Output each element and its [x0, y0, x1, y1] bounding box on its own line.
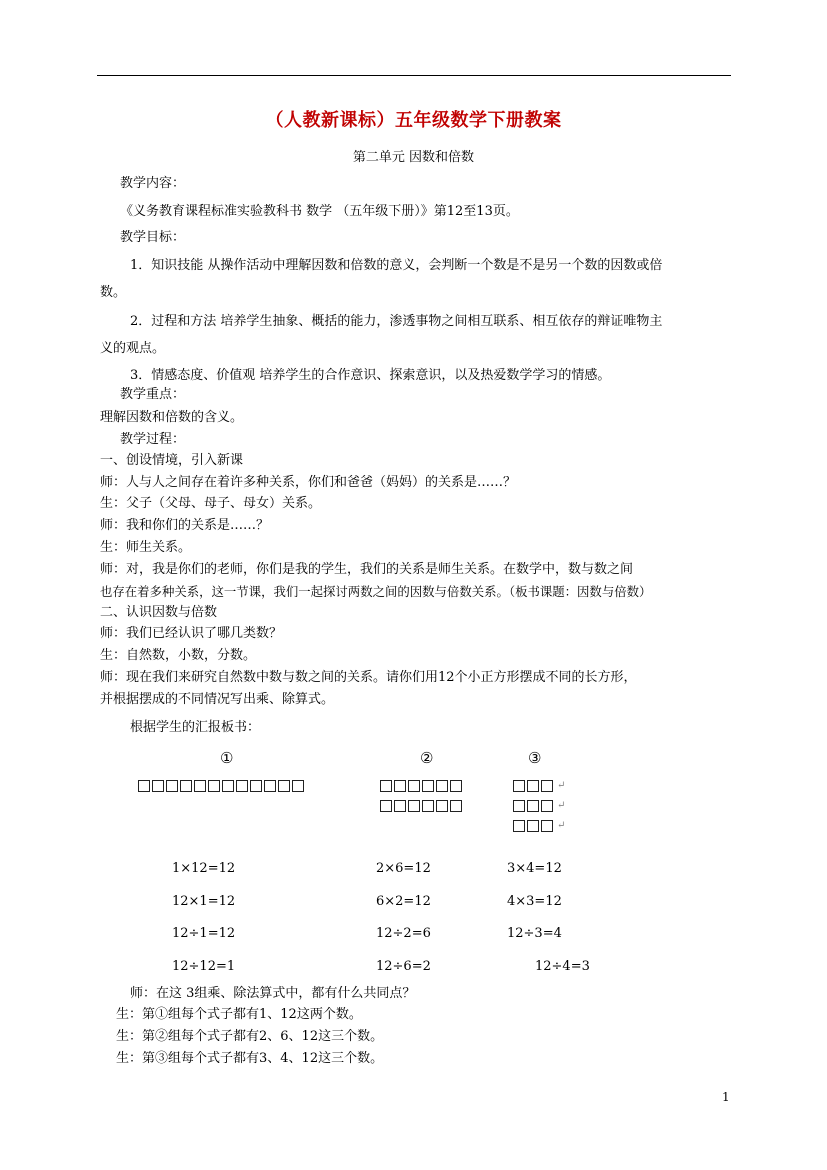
unit-square	[380, 780, 392, 792]
equation: 12÷4=3	[535, 959, 590, 974]
equation: 12÷3=4	[507, 926, 562, 941]
unit-square	[208, 780, 220, 792]
paragraph-line: 生：师生关系。	[100, 540, 192, 555]
paragraph-mark-icon: ↵	[557, 800, 566, 811]
equation: 1×12=12	[172, 861, 236, 876]
paragraph-line: 师：现在我们来研究自然数中数与数之间的关系。请你们用12个小正方形摆成不同的长方形，	[100, 670, 637, 685]
group-1-label: ①	[220, 749, 234, 767]
equation: 4×3=12	[507, 894, 562, 909]
paragraph-line: 一、创设情境，引入新课	[100, 453, 244, 468]
unit-square	[450, 800, 462, 812]
paragraph-line: 生：第①组每个式子都有1、12这两个数。	[116, 1007, 362, 1022]
equation: 12÷6=2	[376, 959, 431, 974]
equation: 12÷12=1	[172, 959, 236, 974]
square-row	[380, 800, 462, 812]
paragraph-line: 也存在着多种关系，这一节课，我们一起探讨两数之间的因数与倍数关系。（板书课题：因数与倍数）	[100, 584, 652, 599]
unit-square	[180, 780, 192, 792]
unit-square	[513, 820, 525, 832]
paragraph-line: 教学目标：	[120, 230, 186, 245]
unit-square	[527, 820, 539, 832]
paragraph-line: 教学内容：	[120, 176, 186, 191]
square-row	[513, 780, 565, 792]
header-rule	[97, 75, 731, 76]
unit-square	[436, 800, 448, 812]
unit-square	[513, 780, 525, 792]
unit-square	[236, 780, 248, 792]
paragraph-line: 师：人与人之间存在着许多种关系，你们和爸爸（妈妈）的关系是……？	[100, 475, 517, 490]
equation: 6×2=12	[376, 894, 431, 909]
unit-square	[422, 800, 434, 812]
unit-square	[278, 780, 290, 792]
paragraph-line: 根据学生的汇报板书：	[130, 720, 261, 735]
unit-square	[166, 780, 178, 792]
square-row	[513, 820, 565, 832]
equation: 12÷1=12	[172, 926, 236, 941]
document-subtitle: 第二单元 因数和倍数	[352, 150, 475, 165]
equation: 3×4=12	[507, 861, 562, 876]
paragraph-line: 二、认识因数与倍数	[100, 605, 218, 620]
unit-square	[422, 780, 434, 792]
equation: 12÷2=6	[376, 926, 431, 941]
square-row	[380, 780, 462, 792]
paragraph-line: 教学重点：	[120, 387, 186, 402]
paragraph-line: 师：我和你们的关系是……？	[100, 518, 270, 533]
page-number: 1	[722, 1090, 730, 1104]
paragraph-line: 教学过程：	[120, 432, 186, 447]
paragraph-line: 生：父子（父母、母子、母女）关系。	[100, 496, 322, 511]
paragraph-line: 师：对，我是你们的老师，你们是我的学生，我们的关系是师生关系。在数学中，数与数之间	[100, 562, 634, 577]
paragraph-mark-icon: ↵	[557, 820, 566, 831]
paragraph-line: 并根据摆成的不同情况写出乘、除算式。	[100, 692, 335, 707]
unit-square	[194, 780, 206, 792]
equation: 12×1=12	[172, 894, 236, 909]
unit-square	[222, 780, 234, 792]
square-row	[138, 780, 304, 792]
unit-square	[513, 800, 525, 812]
unit-square	[450, 780, 462, 792]
paragraph-mark-icon: ↵	[557, 780, 566, 791]
paragraph-line: 2．过程和方法 培养学生抽象、概括的能力，渗透事物之间相互联系、相互依存的辩证唯物主	[130, 314, 663, 329]
document-title: （人教新课标）五年级数学下册教案	[265, 110, 562, 131]
unit-square	[408, 800, 420, 812]
paragraph-line: 3．情感态度、价值观 培养学生的合作意识、探索意识，以及热爱数学学习的情感。	[130, 368, 611, 383]
unit-square	[138, 780, 150, 792]
paragraph-line: 《义务教育课程标准实验教科书 数学 （五年级下册）》第12至13页。	[120, 204, 519, 219]
unit-square	[527, 800, 539, 812]
unit-square	[394, 780, 406, 792]
group-3-label: ③	[528, 749, 542, 767]
unit-square	[527, 780, 539, 792]
paragraph-line: 义的观点。	[100, 341, 166, 356]
unit-square	[541, 820, 553, 832]
paragraph-line: 师：我们已经认识了哪几类数？	[100, 626, 283, 641]
unit-square	[541, 780, 553, 792]
paragraph-line: 生：第②组每个式子都有2、6、12这三个数。	[116, 1029, 384, 1044]
unit-square	[292, 780, 304, 792]
paragraph-line: 生：第③组每个式子都有3、4、12这三个数。	[116, 1051, 384, 1066]
paragraph-line: 1．知识技能 从操作活动中理解因数和倍数的意义，会判断一个数是不是另一个数的因数或倍	[130, 258, 663, 273]
equation: 2×6=12	[376, 861, 431, 876]
paragraph-line: 生：自然数，小数，分数。	[100, 648, 257, 663]
unit-square	[436, 780, 448, 792]
group-2-label: ②	[420, 749, 434, 767]
paragraph-line: 理解因数和倍数的含义。	[100, 410, 244, 425]
unit-square	[408, 780, 420, 792]
unit-square	[250, 780, 262, 792]
square-row	[513, 800, 565, 812]
unit-square	[264, 780, 276, 792]
unit-square	[380, 800, 392, 812]
unit-square	[394, 800, 406, 812]
paragraph-line: 师：在这 3组乘、除法算式中，都有什么共同点？	[130, 986, 416, 1001]
unit-square	[541, 800, 553, 812]
paragraph-line: 数。	[100, 285, 127, 300]
unit-square	[152, 780, 164, 792]
